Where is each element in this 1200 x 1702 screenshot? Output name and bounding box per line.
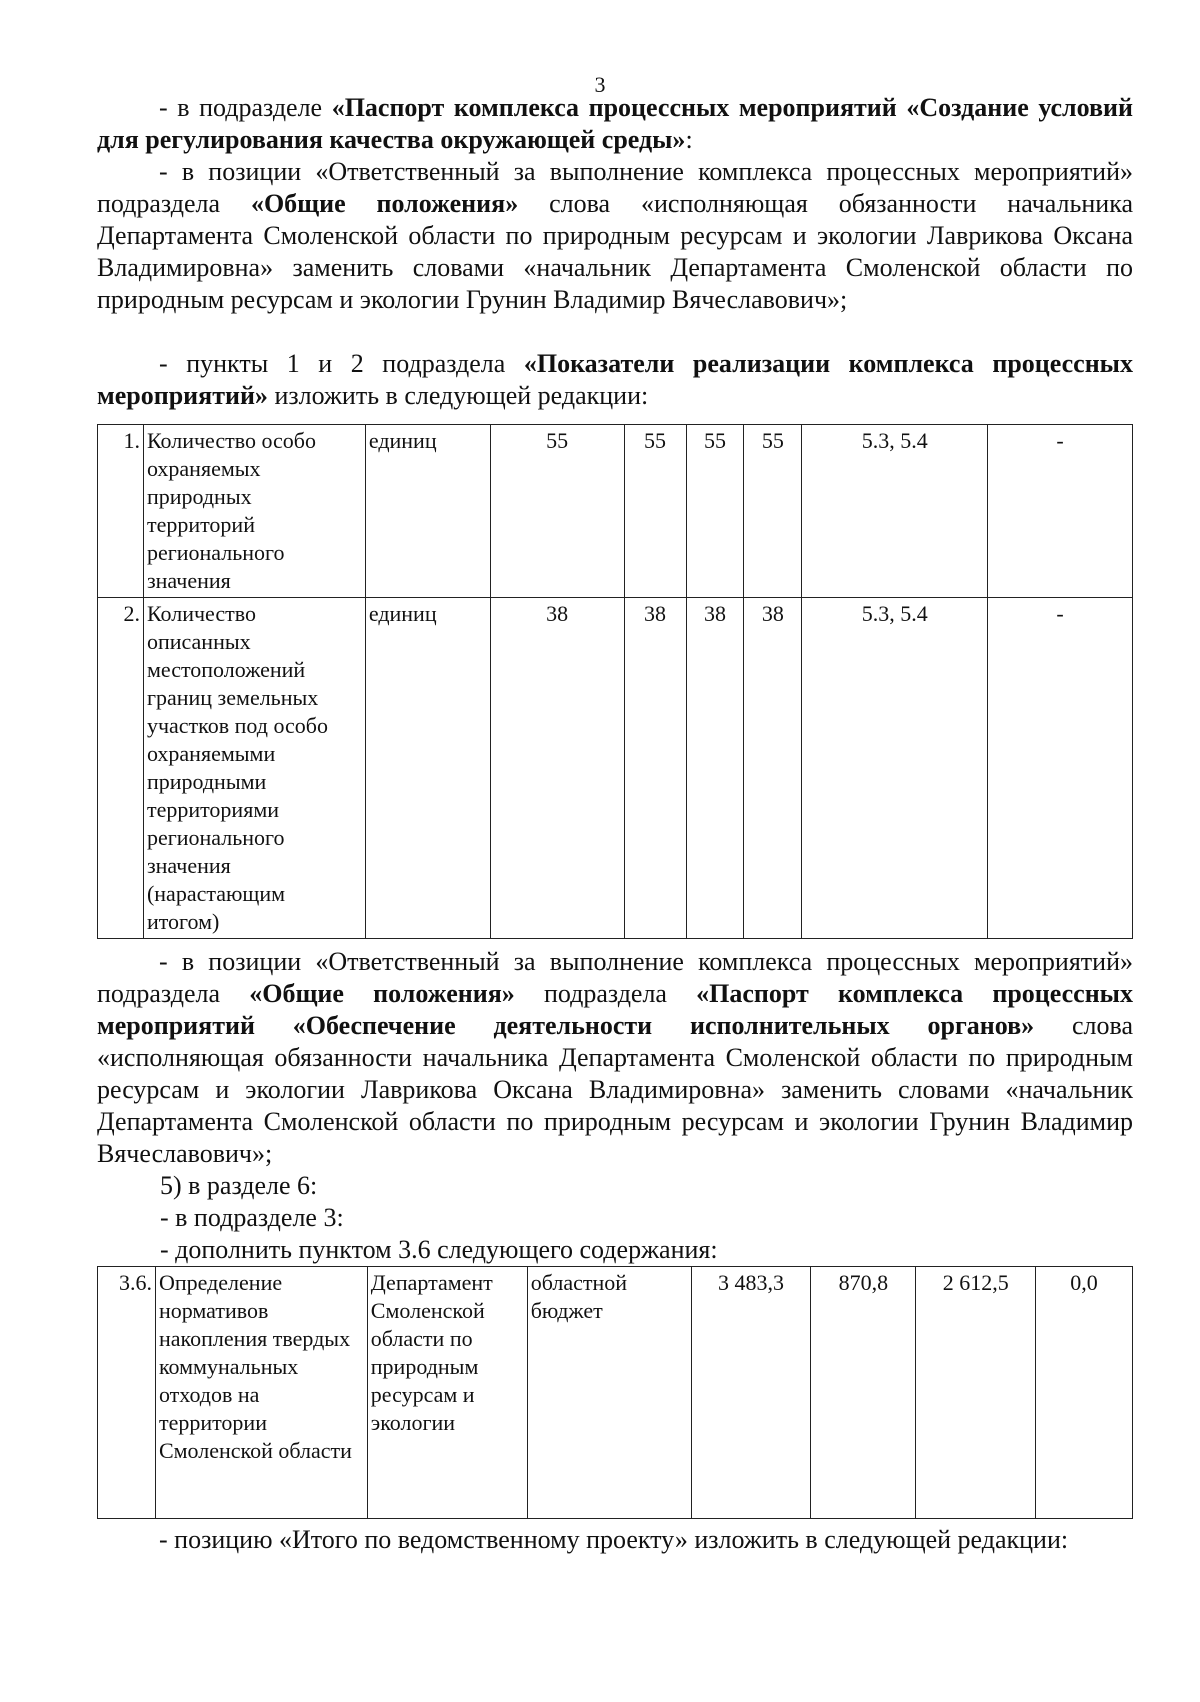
responsible-org: Департамент Смоленской области по природным ресурсам и экологии — [367, 1267, 527, 1519]
indicator-name: Количество особо охраняемых природных территорий регионального значения — [143, 425, 365, 598]
paragraph-responsible-1: - в позиции «Ответственный за выполнение комплекса процессных мероприятий» подраздела «Общие положения» слова «исполняющая обязанности начальника Департамента Смоленской области по природным ресурсам и экологии Лаврикова Оксана Владимировна» заменить словами «начальник Департамента Смоленской области по природным ресурсам и экологии Грунин Владимир Вячеславович»; — [97, 157, 1133, 314]
unit-cell: единиц — [365, 598, 490, 939]
paragraph-responsible-2: - в позиции «Ответственный за выполнение комплекса процессных мероприятий» подраздела «Общие положения» подраздела «Паспорт комплекса процессных мероприятий «Обеспечение деятельности исполнительных органов» слова «исполняющая обязанности начальника Департамента Смоленской области по природным ресурсам и экологии Лаврикова Оксана Владимировна» заменить словами «начальник Департамента Смоленской области по природным ресурсам и экологии Грунин Владимир Вячеславович»; — [97, 947, 1133, 1168]
table-row — [98, 598, 1133, 939]
table-row — [98, 425, 1133, 598]
row-number: 3.6. — [98, 1267, 156, 1519]
value-cell: 38 — [686, 598, 744, 939]
reference-cell: 5.3, 5.4 — [802, 598, 988, 939]
row-number: 2. — [98, 598, 144, 939]
value-cell: 55 — [744, 425, 802, 598]
reference-cell: 5.3, 5.4 — [802, 425, 988, 598]
last-cell: - — [988, 425, 1133, 598]
last-cell: - — [988, 598, 1133, 939]
page-number: 3 — [594, 72, 606, 97]
paragraph-indicators: - пункты 1 и 2 подраздела «Показатели реализации комплекса процессных мероприятий» изложить в следующей редакции: — [97, 349, 1133, 410]
value-cell: 38 — [490, 598, 624, 939]
total-amount: 3 483,3 — [691, 1267, 811, 1519]
indicator-name: Количество описанных местоположений границ земельных участков под особо охраняемыми природными территориями регионального значения (нарастающим итогом) — [143, 598, 365, 939]
amount-cell: 870,8 — [811, 1267, 916, 1519]
row-number: 1. — [98, 425, 144, 598]
value-cell: 55 — [490, 425, 624, 598]
section-6-line: 5) в разделе 6: — [160, 1171, 318, 1200]
funding-source: областной бюджет — [527, 1267, 691, 1519]
value-cell: 55 — [686, 425, 744, 598]
paragraph-passport-1: - в подразделе «Паспорт комплекса процессных мероприятий «Создание условий для регулирования качества окружающей среды»: — [97, 93, 1133, 154]
value-cell: 38 — [624, 598, 686, 939]
value-cell: 38 — [744, 598, 802, 939]
item-3-6-table — [97, 1266, 1133, 1519]
unit-cell: единиц — [365, 425, 490, 598]
paragraph-total: - позицию «Итого по ведомственному проекту» изложить в следующей редакции: — [159, 1525, 1069, 1554]
add-item-line: - дополнить пунктом 3.6 следующего содержания: — [160, 1235, 718, 1264]
indicators-table — [97, 424, 1133, 939]
table-row — [98, 1267, 1133, 1519]
measure-name: Определение нормативов накопления твердых коммунальных отходов на территории Смоленской области — [155, 1267, 367, 1519]
value-cell: 55 — [624, 425, 686, 598]
amount-cell: 0,0 — [1036, 1267, 1133, 1519]
subsection-3-line: - в подразделе 3: — [160, 1203, 344, 1232]
amount-cell: 2 612,5 — [916, 1267, 1036, 1519]
